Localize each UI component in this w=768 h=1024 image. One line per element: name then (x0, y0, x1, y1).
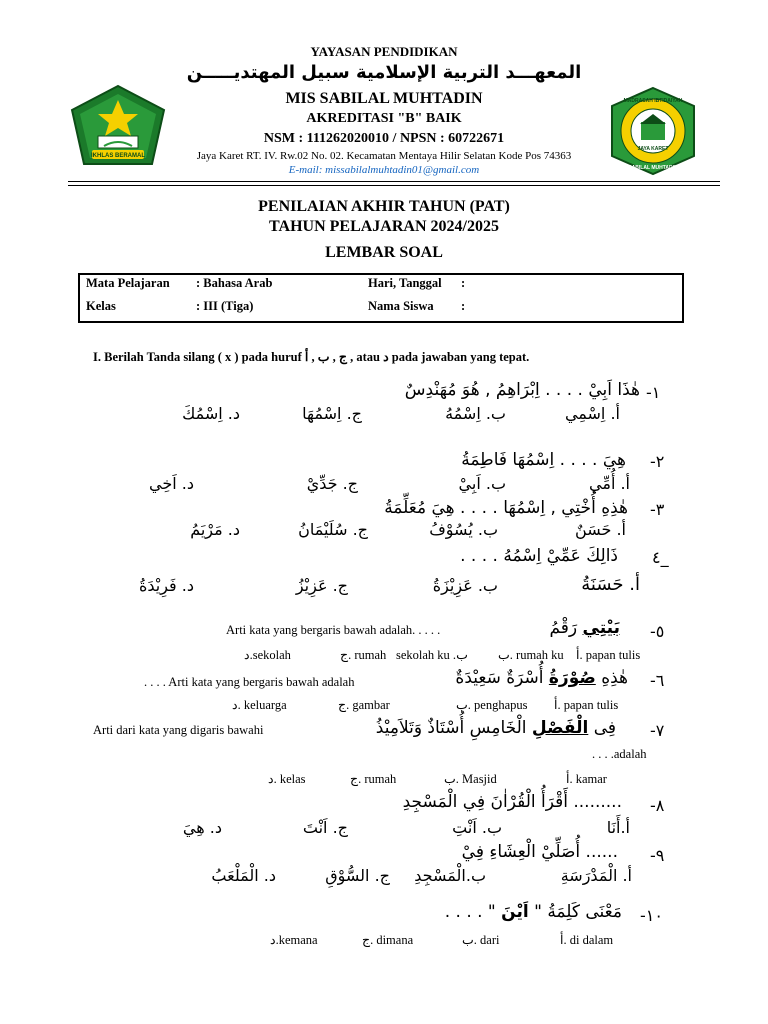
answer-option-b[interactable]: ب. عَزِيْزَةُ (432, 576, 498, 595)
underlined-word: الْفَصْلِ (531, 718, 589, 738)
answer-option-c[interactable]: ج. اَنْتَ (302, 818, 348, 837)
answer-option-d[interactable]: د. kelas (268, 772, 306, 786)
answer-option-c[interactable]: ج. dimana (362, 933, 414, 947)
question-number: -٥ (650, 622, 665, 641)
header-divider-thin (68, 185, 720, 186)
question-prompt: Arti kata yang bergaris bawah adalah. . . . . (226, 623, 441, 637)
kemenag-logo (68, 84, 152, 168)
question-text: مَعْنَى كَلِمَةُ " اَيْنَ " . . . . (444, 902, 622, 922)
answer-option-c[interactable]: ج. السُّوْقِ (325, 866, 390, 885)
question-text: ذَالِكَ عَمِّيْ اِسْمُهُ . . . . (460, 546, 618, 566)
answer-option-b[interactable]: ب.الْمَسْجِدِ (414, 866, 486, 885)
question-number: -١ (646, 383, 661, 402)
answer-option-d[interactable]: د.kemana (270, 933, 318, 947)
answer-option-b[interactable]: ب. يُسُوْفُ (429, 520, 498, 539)
school-address: Jaya Karet RT. IV. Rw.02 No. 02. Kecamatan Mentaya Hilir Selatan Kode Pos 74363 (196, 150, 572, 162)
academic-year: TAHUN PELAJARAN 2024/2025 (269, 218, 499, 235)
date-label: Hari, Tanggal (368, 276, 442, 290)
answer-option-b[interactable]: ب. اَنْتِ (452, 818, 502, 837)
question-prompt-tail: . . . .adalah (592, 747, 647, 761)
left-logo-caption: IKHLAS BERAMAL (91, 153, 145, 159)
answer-option-a[interactable]: أ. papan tulis (554, 698, 619, 712)
question-number: -١٠ (640, 906, 663, 925)
answer-option-a[interactable]: أ. الْمَدْرَسَةِ (560, 866, 632, 885)
answer-option-a[interactable]: أ. papan tulis (576, 648, 641, 662)
class-value: : III (Tiga) (196, 299, 254, 313)
question-text: فِى الْفَصْلِ الْخَامِسِ أُسْتَاذٌ وَتَلاَمِيْذُ (375, 718, 616, 738)
question-prompt: . . . . Arti kata yang bergaris bawah adalah (144, 675, 355, 689)
answer-option-d[interactable]: د. هِيَ (182, 818, 222, 837)
madrasah-logo (608, 86, 692, 170)
question-text: بَيْتِي رَقْمُ (549, 618, 620, 638)
answer-option-c[interactable]: ج. rumah (350, 772, 397, 786)
exam-title: PENILAIAN AKHIR TAHUN (PAT) (258, 198, 510, 215)
answer-option-c[interactable]: ج. rumah (340, 648, 387, 662)
right-logo-caption-mid: JAYA KARET (637, 146, 669, 152)
sheet-label: LEMBAR SOAL (325, 244, 443, 261)
answer-option-d[interactable]: د. keluarga (232, 698, 287, 712)
question-number: -٧ (650, 721, 665, 740)
answer-option-a[interactable]: أ. حَسَنَةُ (581, 574, 640, 595)
school-name: MIS SABILAL MUHTADIN (285, 90, 483, 107)
answer-option-c[interactable]: ج. gambar (338, 698, 390, 712)
answer-option-c[interactable]: ج. جَدِّيْ (306, 474, 358, 493)
answer-option-d[interactable]: د. اَخِي (149, 474, 194, 493)
answer-option-a[interactable]: أ. kamar (566, 772, 607, 786)
answer-option-b[interactable]: ب. dari (462, 933, 500, 947)
student-name-value[interactable]: : (461, 299, 466, 313)
subject-value: : Bahasa Arab (196, 276, 273, 290)
answer-option-d[interactable]: د. فَرِيْدَةُ (138, 576, 194, 595)
question-text: هٰذَا اَبِيْ . . . . اِبْرَاهِمُ , هُوَ مُهَنْدِسٌ (404, 380, 640, 400)
right-logo-caption-top: MADRASAH IBTIDAIYAH (623, 98, 683, 104)
question-text: ...... أُصَلِّيْ الْعِشَاءِ فِيْ (461, 842, 618, 862)
answer-option-d[interactable]: د. مَرْيَمُ (190, 520, 240, 539)
question-number: -٣ (650, 500, 665, 519)
header-divider-thick (68, 181, 720, 182)
answer-option-b[interactable]: ب. اِسْمُهُ (445, 404, 506, 423)
answer-option-b[interactable]: ب. Masjid (444, 772, 497, 786)
student-name-label: Nama Siswa (368, 299, 434, 313)
answer-option-a[interactable]: أ. اِسْمِي (564, 404, 620, 423)
question-number: -٨ (650, 796, 665, 815)
answer-option-a[interactable]: أ. di dalam (560, 933, 614, 947)
answer-option-a[interactable]: أ.أَنَا (606, 818, 630, 837)
answer-option-b-alt[interactable]: sekolah ku .ب (396, 648, 468, 662)
answer-option-c[interactable]: ج. سُلَيْمَانُ (298, 520, 368, 539)
answer-option-d[interactable]: د. الْمَلْعَبُ (211, 866, 276, 885)
right-logo-caption-bottom: SABILAL MUHTADIN (628, 165, 678, 171)
question-text: ......... أَقْرَأُ الْقُرْاٰنَ فِي الْمَسْجِدِ (402, 792, 622, 812)
question-number: -٩ (650, 846, 665, 865)
underlined-word: بَيْتِي (582, 618, 620, 638)
foundation-name: YAYASAN PENDIDIKAN (310, 44, 458, 59)
class-label: Kelas (86, 299, 116, 313)
subject-label: Mata Pelajaran (86, 276, 170, 290)
school-arabic-name: المعهـــد التربية الإسلامية سبيل المهتديـــــن (186, 62, 582, 83)
answer-option-c[interactable]: ج. عَزِيْزُ (295, 576, 348, 595)
answer-option-a[interactable]: أ. أُمِّي (589, 474, 630, 493)
answer-option-a[interactable]: أ. حَسَنٌ (575, 520, 626, 539)
accreditation: AKREDITASI "B" BAIK (306, 111, 462, 126)
question-text: هٰذِهِ أُخْتِي , اِسْمُهَا . . . . هِيَ مُعَلِّمَةُ (384, 498, 628, 518)
answer-option-b[interactable]: ب. اَبِيْ (458, 474, 506, 493)
answer-option-d[interactable]: د.sekolah (244, 648, 291, 662)
answer-option-c[interactable]: ج. اِسْمُهَا (302, 404, 362, 423)
underlined-word: صُوْرَةُ (548, 668, 596, 688)
answer-option-b[interactable]: ب. rumah ku (498, 648, 564, 662)
question-number: -٢ (650, 452, 665, 471)
question-number: ٤_ (652, 548, 669, 567)
question-prompt: Arti dari kata yang digaris bawahi (93, 723, 264, 737)
nsm-npsn: NSM : 111262020010 / NPSN : 60722671 (263, 131, 505, 146)
question-text: هِيَ . . . . اِسْمُهَا فَاطِمَةُ (461, 450, 626, 470)
answer-option-d[interactable]: د. اِسْمُكَ (182, 404, 240, 423)
school-email: E-mail: missabilalmuhtadin01@gmail.com (288, 164, 480, 176)
date-value[interactable]: : (461, 276, 466, 290)
answer-option-b[interactable]: ب. penghapus (456, 698, 528, 712)
question-text: هٰذِهِ صُوْرَةُ أُسْرَةٌ سَعِيْدَةٌ (455, 668, 628, 688)
instruction: I. Berilah Tanda silang ( x ) pada huruf ج , ب , أ , atau د pada jawaban yang tepat. (93, 350, 530, 364)
question-number: -٦ (650, 671, 665, 690)
